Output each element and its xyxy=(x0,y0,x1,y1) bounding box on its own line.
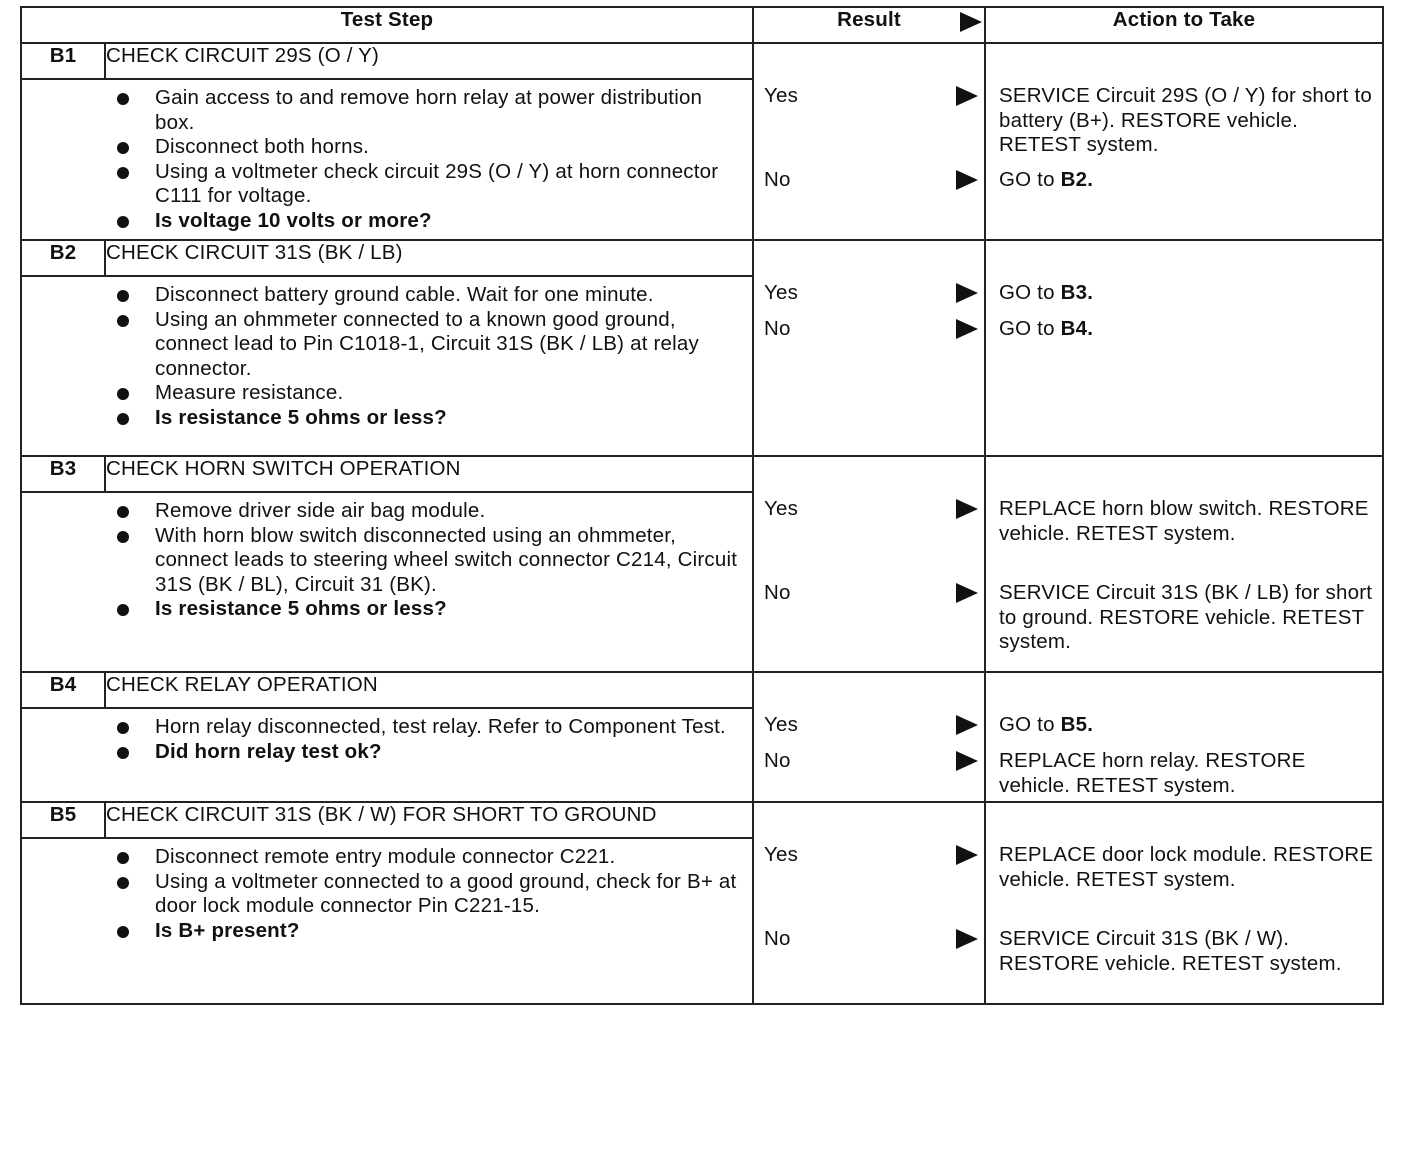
result-label: Yes xyxy=(764,843,799,866)
diagnostic-table xyxy=(20,6,1384,1005)
bullet-question: Is B+ present? xyxy=(105,919,744,944)
result-label: No xyxy=(764,749,791,772)
step-b3 xyxy=(21,456,1383,672)
arrow-right-icon xyxy=(956,751,978,771)
result-no xyxy=(764,927,980,952)
step-id-blank xyxy=(21,492,105,672)
result-cell xyxy=(753,802,985,1004)
bullet-item: With horn blow switch disconnected using an ohmmeter, connect leads to steering wheel switch connector C214, Circuit 31S (BK / BL), Circuit 31 (BK). xyxy=(105,524,744,598)
action-cell xyxy=(985,43,1383,240)
arrow-right-icon xyxy=(956,715,978,735)
bullet-question: Is resistance 5 ohms or less? xyxy=(105,597,744,622)
bullet-item: Using a voltmeter connected to a good ground, check for B+ at door lock module connector Pin C221-15. xyxy=(105,870,744,919)
action-text: SERVICE Circuit 31S (BK / W). RESTORE vehicle. RETEST system. xyxy=(999,927,1342,975)
result-cell xyxy=(753,456,985,672)
action-prefix: GO to xyxy=(999,281,1061,304)
step-title: CHECK RELAY OPERATION xyxy=(105,672,753,708)
step-id-blank xyxy=(21,708,105,802)
action-text: REPLACE door lock module. RESTORE vehicle. RETEST system. xyxy=(999,843,1374,891)
result-cell xyxy=(753,672,985,802)
step-b1 xyxy=(21,43,1383,240)
diagnostic-table-sheet xyxy=(20,6,1382,1005)
bullet-question: Did horn relay test ok? xyxy=(105,740,744,765)
result-label: No xyxy=(764,168,791,191)
bullet-item: Using a voltmeter check circuit 29S (O / Y) at horn connector C111 for voltage. xyxy=(105,160,744,209)
result-no xyxy=(764,749,980,774)
step-body xyxy=(105,276,753,456)
action-prefix: GO to xyxy=(999,317,1061,340)
step-id-blank xyxy=(21,838,105,1004)
action-prefix: GO to xyxy=(999,713,1061,736)
arrow-right-icon xyxy=(956,499,978,519)
step-id-blank xyxy=(21,276,105,456)
step-id: B3 xyxy=(21,456,105,492)
step-id: B2 xyxy=(21,240,105,276)
step-b4 xyxy=(21,672,1383,802)
result-label: Yes xyxy=(764,281,799,304)
result-no xyxy=(764,168,980,193)
arrow-right-icon xyxy=(956,319,978,339)
action-cell xyxy=(985,456,1383,672)
action-step-ref: B3. xyxy=(1060,281,1094,304)
step-body xyxy=(105,492,753,672)
bullet-item: Measure resistance. xyxy=(105,381,744,406)
bullet-item: Disconnect battery ground cable. Wait for one minute. xyxy=(105,283,744,308)
step-bullets xyxy=(105,709,752,770)
result-yes xyxy=(764,713,980,738)
result-no xyxy=(764,317,980,342)
arrow-right-icon xyxy=(956,86,978,106)
bullet-item: Gain access to and remove horn relay at power distribution box. xyxy=(105,86,744,135)
bullet-item: Disconnect remote entry module connector C221. xyxy=(105,845,744,870)
step-id: B1 xyxy=(21,43,105,79)
header-test-step: Test Step xyxy=(21,7,753,43)
arrow-right-icon xyxy=(956,170,978,190)
step-bullets xyxy=(105,493,752,628)
arrow-right-icon xyxy=(960,12,982,32)
step-title: CHECK CIRCUIT 29S (O / Y) xyxy=(105,43,753,79)
step-title: CHECK CIRCUIT 31S (BK / LB) xyxy=(105,240,753,276)
result-yes xyxy=(764,281,980,306)
action-text: SERVICE Circuit 29S (O / Y) for short to battery (B+). RESTORE vehicle. RETEST system. xyxy=(999,84,1372,156)
step-body xyxy=(105,838,753,1004)
action-text xyxy=(999,168,1374,193)
action-text: SERVICE Circuit 31S (BK / LB) for short to ground. RESTORE vehicle. RETEST system. xyxy=(999,581,1373,653)
bullet-item: Remove driver side air bag module. xyxy=(105,499,744,524)
bullet-item: Disconnect both horns. xyxy=(105,135,744,160)
action-step-ref: B4. xyxy=(1060,317,1094,340)
result-yes xyxy=(764,497,980,522)
result-label: No xyxy=(764,581,791,604)
step-bullets xyxy=(105,277,752,436)
action-step-ref: B5. xyxy=(1060,713,1094,736)
result-yes xyxy=(764,843,980,868)
result-label: No xyxy=(764,317,791,340)
step-id-blank xyxy=(21,79,105,240)
arrow-right-icon xyxy=(956,283,978,303)
arrow-right-icon xyxy=(956,583,978,603)
action-text: REPLACE horn blow switch. RESTORE vehicle. RETEST system. xyxy=(999,497,1369,545)
header-action: Action to Take xyxy=(985,7,1383,43)
result-no xyxy=(764,581,980,606)
step-id: B4 xyxy=(21,672,105,708)
bullet-question: Is voltage 10 volts or more? xyxy=(105,209,744,234)
step-b5 xyxy=(21,802,1383,1004)
result-label: Yes xyxy=(764,84,799,107)
bullet-question: Is resistance 5 ohms or less? xyxy=(105,406,744,431)
step-body xyxy=(105,79,753,240)
step-b2 xyxy=(21,240,1383,456)
result-yes xyxy=(764,84,980,109)
action-text xyxy=(999,713,1374,738)
result-label: Yes xyxy=(764,497,799,520)
header-result-label: Result xyxy=(837,8,901,31)
action-cell xyxy=(985,240,1383,456)
result-cell xyxy=(753,240,985,456)
step-bullets xyxy=(105,839,752,949)
arrow-right-icon xyxy=(956,845,978,865)
step-id: B5 xyxy=(21,802,105,838)
action-cell xyxy=(985,672,1383,802)
step-body xyxy=(105,708,753,802)
arrow-right-icon xyxy=(956,929,978,949)
result-cell xyxy=(753,43,985,240)
result-label: Yes xyxy=(764,713,799,736)
action-text: REPLACE horn relay. RESTORE vehicle. RETEST system. xyxy=(999,749,1306,797)
step-title: CHECK CIRCUIT 31S (BK / W) FOR SHORT TO GROUND xyxy=(105,802,753,838)
step-title: CHECK HORN SWITCH OPERATION xyxy=(105,456,753,492)
result-label: No xyxy=(764,927,791,950)
action-step-ref: B2. xyxy=(1060,168,1094,191)
bullet-item: Horn relay disconnected, test relay. Refer to Component Test. xyxy=(105,715,744,740)
step-bullets xyxy=(105,80,752,239)
action-cell xyxy=(985,802,1383,1004)
bullet-item: Using an ohmmeter connected to a known good ground, connect lead to Pin C1018-1, Circuit 31S (BK / LB) at relay connector. xyxy=(105,308,744,382)
action-text xyxy=(999,281,1374,306)
action-prefix: GO to xyxy=(999,168,1061,191)
action-text xyxy=(999,317,1374,342)
header-result xyxy=(753,7,985,43)
